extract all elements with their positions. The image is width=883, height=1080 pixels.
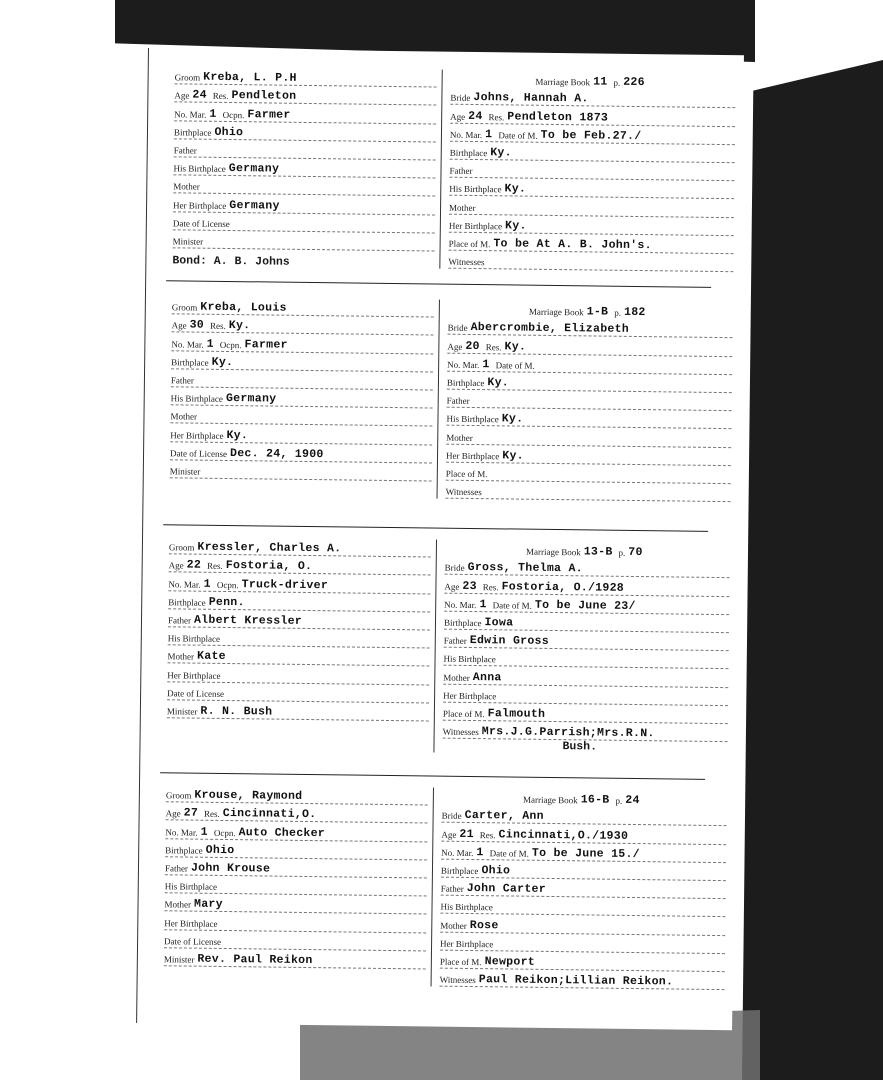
field-label-birthplace: Birthplace — [165, 845, 203, 856]
bride-res-value: Pendleton 1873 — [507, 109, 609, 125]
field-label-no-mar: No. Mar. — [171, 338, 204, 350]
bride-birthplace-value: Ohio — [481, 864, 511, 878]
field-label-mother: Mother — [449, 202, 476, 213]
groom-father-value: Albert Kressler — [193, 613, 303, 628]
bride-no-mar-value: 1 — [482, 357, 490, 371]
groom-father-value: John Krouse — [190, 861, 271, 876]
field-label-place-of-m: Place of M. — [439, 956, 482, 968]
field-line — [448, 251, 733, 273]
field-label-groom: Groom — [168, 542, 195, 553]
bride-birthplace-value: Iowa — [484, 616, 514, 630]
field-label-date-of-license: Date of License — [167, 687, 225, 699]
bride-date-of-m-value: To be June 23/ — [534, 598, 636, 613]
field-label-father: Father — [440, 883, 464, 895]
marriage-book-label: Marriage Book — [522, 794, 578, 806]
groom-date-of-license-value: Dec. 24, 1900 — [229, 446, 324, 461]
card-divider — [160, 772, 705, 780]
groom-res-value: Fostoria, O. — [225, 559, 313, 574]
bride-witnesses-value: Paul Reikon;Lillian Reikon. — [478, 973, 674, 989]
field-label-res: Res. — [482, 581, 499, 592]
groom-ocpn-value: Farmer — [247, 107, 291, 122]
field-label-birthplace: Birthplace — [171, 357, 209, 368]
field-label-bride: Bride — [441, 811, 462, 822]
bride-res-value: Fostoria, O./1928 — [501, 579, 625, 595]
field-label-res: Res. — [212, 91, 229, 102]
groom-age-value: 30 — [189, 318, 205, 333]
bride-mother-value: Anna — [472, 670, 502, 684]
bride-his-birthplace-value: Ky. — [501, 412, 524, 426]
marriage-book-value: 13-B — [583, 545, 613, 559]
bride-place-of-m-value: Falmouth — [487, 707, 546, 721]
groom-minister-value: R. N. Bush — [200, 704, 273, 719]
field-line — [446, 481, 731, 503]
field-label-date-of-license: Date of License — [169, 447, 228, 459]
field-label-minister: Minister — [163, 954, 195, 965]
field-label-bride: Bride — [450, 93, 471, 104]
bride-his-birthplace-value: Ky. — [504, 182, 527, 196]
field-label-father: Father — [170, 375, 195, 386]
bride-mother-value: Rose — [469, 918, 499, 932]
groom-birthplace-value: Ohio — [205, 843, 235, 857]
groom-her-birthplace-value: Ky. — [226, 428, 249, 442]
bride-no-mar-value: 1 — [485, 127, 493, 141]
bride-date-of-m-value: To be June 15./ — [531, 846, 640, 861]
bride-her-birthplace-value: Ky. — [502, 449, 524, 463]
groom-ocpn-value: Farmer — [244, 337, 288, 352]
field-label-witnesses: Witnesses — [439, 974, 476, 986]
groom-her-birthplace-value: Germany — [229, 198, 280, 213]
page-label: p. — [618, 547, 626, 559]
marriage-book-label: Marriage Book — [525, 546, 581, 558]
bride-birthplace-value: Ky. — [487, 376, 510, 390]
field-label-no-mar: No. Mar. — [168, 578, 201, 590]
groom-groom-value: Kreba, L. P.H — [203, 70, 297, 86]
groom-birthplace-value: Penn. — [208, 595, 245, 609]
page-number-value: 24 — [625, 794, 640, 808]
field-label-father: Father — [443, 635, 467, 647]
bride-bride-value: Johns, Hannah A. — [473, 91, 589, 106]
field-label-no-mar: No. Mar. — [449, 129, 483, 140]
witnesses-continued: Bush. — [562, 740, 598, 754]
bride-father-value: Edwin Gross — [469, 634, 550, 649]
field-line — [167, 700, 429, 721]
field-label-ocpn: Ocpn. — [219, 339, 242, 350]
field-label-mother: Mother — [167, 651, 195, 662]
bride-date-of-m-value: To be Feb.27./ — [540, 128, 642, 143]
field-line — [164, 948, 426, 969]
field-label-his-birthplace: His Birthplace — [167, 633, 221, 645]
field-label-mother: Mother — [443, 672, 470, 683]
field-label-birthplace: Birthplace — [449, 147, 488, 159]
bride-place-of-m-value: Newport — [484, 955, 536, 969]
field-label-father: Father — [449, 165, 473, 177]
bride-column — [431, 788, 727, 991]
groom-age-value: 22 — [186, 558, 202, 573]
field-label-his-birthplace: His Birthplace — [440, 901, 493, 913]
field-label-her-birthplace: Her Birthplace — [445, 450, 500, 462]
field-label-age: Age — [444, 581, 460, 592]
groom-groom-value: Kreba, Louis — [200, 300, 287, 315]
field-label-date-of-license: Date of License — [164, 935, 222, 947]
field-label-mother: Mother — [170, 411, 198, 422]
groom-ocpn-value: Auto Checker — [238, 825, 326, 840]
groom-minister-value: Rev. Paul Reikon — [197, 952, 313, 967]
bride-column — [439, 70, 735, 273]
field-label-her-birthplace: Her Birthplace — [440, 938, 494, 949]
field-label-father: Father — [446, 395, 470, 407]
bride-age-value: 20 — [465, 339, 480, 353]
field-label-place-of-m: Place of M. — [442, 708, 485, 720]
field-label-age: Age — [450, 111, 466, 122]
field-label-father: Father — [173, 145, 197, 156]
bride-her-birthplace-value: Ky. — [505, 219, 527, 233]
field-label-father: Father — [164, 863, 189, 874]
field-label-place-of-m: Place of M. — [445, 468, 488, 480]
field-label-res: Res. — [479, 829, 496, 840]
scan-shadow-right — [742, 60, 883, 1080]
field-label-her-birthplace: Her Birthplace — [443, 690, 497, 701]
bride-age-value: 23 — [462, 579, 477, 593]
field-label-witnesses: Witnesses — [442, 726, 479, 738]
field-label-witnesses: Witnesses — [445, 486, 482, 498]
field-label-res: Res. — [203, 809, 220, 820]
field-label-birthplace: Birthplace — [173, 127, 212, 138]
field-label-her-birthplace: Her Birthplace — [448, 220, 503, 232]
field-label-res: Res. — [209, 321, 226, 332]
page-number-value: 70 — [628, 546, 643, 560]
groom-mother-value: Mary — [193, 897, 223, 912]
record-page — [136, 48, 744, 1030]
field-label-mother: Mother — [173, 181, 200, 192]
page-label: p. — [613, 77, 621, 88]
bride-age-value: 21 — [459, 827, 474, 841]
field-label-her-birthplace: Her Birthplace — [173, 199, 227, 211]
field-label-res: Res. — [207, 561, 223, 572]
groom-column — [164, 784, 428, 969]
field-line — [170, 460, 432, 481]
field-label-his-birthplace: His Birthplace — [449, 184, 502, 195]
field-label-age: Age — [447, 341, 463, 352]
groom-mother-value: Kate — [196, 649, 226, 664]
card-divider — [166, 280, 711, 288]
field-label-mother: Mother — [164, 899, 192, 910]
field-line — [440, 969, 725, 991]
groom-age-value: 24 — [192, 88, 207, 103]
field-label-ocpn: Ocpn. — [222, 109, 245, 120]
bride-res-value: Cincinnati,O./1930 — [498, 827, 629, 843]
page-number-value: 182 — [623, 306, 646, 320]
groom-age-value: 27 — [183, 806, 199, 821]
field-label-no-mar: No. Mar. — [444, 599, 477, 610]
field-label-age: Age — [174, 90, 190, 101]
bride-birthplace-value: Ky. — [490, 146, 512, 160]
groom-no-mar-value: 1 — [206, 337, 214, 351]
groom-column — [167, 536, 431, 721]
groom-res-value: Ky. — [228, 319, 251, 333]
field-label-ocpn: Ocpn. — [216, 579, 239, 590]
bride-witnesses-value: Mrs.J.G.Parrish;Mrs.R.N. — [481, 725, 655, 741]
field-label-ocpn: Ocpn. — [213, 827, 236, 838]
field-label-date-of-m: Date of M. — [498, 130, 538, 141]
field-label-date-of-m: Date of M. — [495, 360, 535, 371]
record-card — [146, 296, 741, 498]
bride-no-mar-value: 1 — [479, 597, 487, 611]
marriage-book-value: 1-B — [586, 305, 609, 319]
marriage-book-value: 16-B — [580, 793, 610, 807]
field-label-his-birthplace: His Birthplace — [173, 163, 226, 175]
groom-his-birthplace-value: Germany — [228, 162, 280, 176]
field-label-father: Father — [167, 615, 192, 626]
marriage-book-label: Marriage Book — [528, 306, 584, 318]
field-label-place-of-m: Place of M. — [448, 238, 491, 250]
field-label-her-birthplace: Her Birthplace — [167, 669, 221, 681]
bride-age-value: 24 — [468, 109, 483, 123]
record-card — [143, 536, 738, 754]
field-label-age: Age — [168, 560, 184, 571]
bride-column — [433, 540, 730, 757]
field-label-date-of-m: Date of M. — [492, 600, 532, 611]
field-label-date-of-m: Date of M. — [489, 847, 529, 859]
bride-place-of-m-value: To be At A. B. John's. — [493, 237, 652, 253]
field-label-minister: Minister — [166, 706, 198, 717]
field-label-no-mar: No. Mar. — [174, 108, 207, 120]
groom-res-value: Cincinnati,O. — [222, 807, 317, 822]
groom-no-mar-value: 1 — [200, 825, 208, 839]
field-label-minister: Minister — [169, 466, 201, 477]
field-label-age: Age — [171, 320, 187, 331]
groom-column — [170, 296, 434, 481]
field-label-her-birthplace: Her Birthplace — [164, 917, 218, 929]
field-label-birthplace: Birthplace — [446, 377, 485, 389]
field-label-res: Res. — [488, 111, 505, 122]
groom-ocpn-value: Truck-driver — [241, 577, 329, 592]
field-label-groom: Groom — [165, 790, 192, 801]
field-label-res: Res. — [485, 341, 502, 352]
field-label-her-birthplace: Her Birthplace — [170, 429, 224, 441]
page-label: p. — [615, 795, 623, 807]
field-label-age: Age — [165, 808, 181, 819]
field-label-birthplace: Birthplace — [440, 865, 479, 877]
field-label-bride: Bride — [447, 323, 468, 334]
field-label-his-birthplace: His Birthplace — [164, 881, 218, 893]
field-label-his-birthplace: His Birthplace — [170, 393, 224, 405]
field-label-birthplace: Birthplace — [443, 617, 482, 629]
bride-res-value: Ky. — [504, 339, 527, 354]
field-label-groom: Groom — [171, 302, 198, 313]
field-line — [443, 721, 728, 743]
groom-res-value: Pendleton — [231, 89, 297, 104]
field-label-no-mar: No. Mar. — [441, 847, 474, 858]
record-card — [140, 784, 735, 989]
bride-bride-value: Gross, Thelma A. — [467, 561, 583, 576]
field-label-minister: Minister — [172, 236, 204, 247]
field-label-groom: Groom — [174, 72, 201, 83]
field-label-his-birthplace: His Birthplace — [446, 413, 499, 425]
page-number-value: 226 — [623, 75, 645, 90]
marriage-book-value: 11 — [593, 75, 608, 89]
marriage-book-label: Marriage Book — [535, 76, 591, 88]
field-label-age: Age — [441, 829, 457, 840]
field-label-no-mar: No. Mar. — [165, 826, 198, 838]
bride-column — [437, 300, 733, 503]
field-label-bride: Bride — [444, 563, 465, 574]
groom-column — [173, 66, 437, 251]
groom-birthplace-value: Ky. — [211, 355, 234, 369]
groom-groom-value: Kressler, Charles A. — [197, 540, 342, 556]
bride-no-mar-value: 1 — [476, 845, 484, 859]
bride-bride-value: Carter, Ann — [464, 809, 544, 824]
bride-bride-value: Abercrombie, Elizabeth — [470, 321, 630, 337]
field-label-birthplace: Birthplace — [168, 597, 206, 608]
field-label-no-mar: No. Mar. — [447, 359, 480, 370]
field-line — [173, 230, 435, 251]
bride-father-value: John Carter — [466, 882, 547, 897]
field-label-witnesses: Witnesses — [448, 256, 485, 268]
card-divider — [163, 524, 708, 532]
groom-birthplace-value: Ohio — [214, 125, 244, 139]
groom-his-birthplace-value: Germany — [225, 392, 277, 406]
field-label-his-birthplace: His Birthplace — [443, 653, 496, 665]
record-card — [149, 66, 744, 269]
field-label-date-of-license: Date of License — [172, 218, 230, 229]
groom-no-mar-value: 1 — [203, 577, 211, 591]
groom-no-mar-value: 1 — [209, 107, 217, 121]
groom-groom-value: Krouse, Raymond — [194, 788, 303, 804]
field-label-mother: Mother — [446, 432, 473, 443]
field-label-mother: Mother — [440, 920, 467, 931]
bond-note: Bond: A. B. Johns — [172, 254, 290, 269]
page-label: p. — [614, 307, 622, 318]
